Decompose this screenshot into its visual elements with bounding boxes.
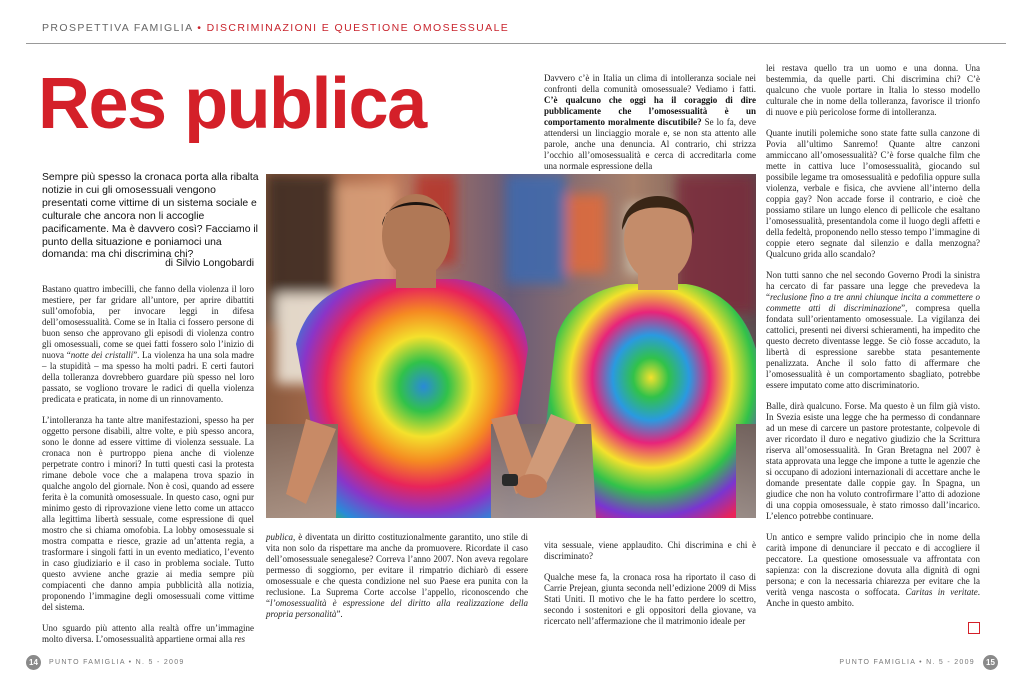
paragraph: Non tutti sanno che nel secondo Governo Prodi la sinistra ha cercato di far passare una legge che prevedeva la “reclusione fino a tre anni chiunque incita a commettere o commette atti di discriminazione”, compresa quella fondata sull’orientamento omosessuale. La vigilanza dei cattolici, presenti nei diversi schieramenti, ha impedito che questo decreto diventasse legge. Se ciò fosse accaduto, la libertà di espressione sarebbe stata pesantemente penalizzata. Anche il solo fatto di affermare che l’omosessualità è un comportamento sbagliato, potrebbe essere imputato come atto discriminatorio. xyxy=(766,270,981,390)
article-title: Res publica xyxy=(38,64,426,144)
paragraph: Bastano quattro imbecilli, che fanno della violenza il loro mestiere, per far gridare all’untore, per aprire dibattiti sull’omofobia, per invocare leggi in difesa dell’omosessualità. Come se in Italia ci fossero persone di buon senso che approvano gli episodi di violenza contro gli omosessuali, come se quei fatti fossero solo l’inizio di nuova “notte dei cristalli”. La violenza ha una sola madre – la stupidità – ma spesso ha molti padri. E certi fautori della tolleranza dovrebbero guardare più spesso nel loro passato, se vogliono trovare le radici di quella violenza predicata e praticata, in nome di un rinnovamento. xyxy=(42,284,255,404)
paragraph: Davvero c’è in Italia un clima di intolleranza sociale nei confronti della comunità omosessuale? Vediamo i fatti. C’è qualcuno che oggi ha il coraggio di dire pubblicamente che l’omosessualità è un comportamento moralmente discutibile? Se lo fa, deve attendersi un linciaggio morale e, se non sta attento alle parole, anche una denuncia. Al contrario, chi strizza l’occhio all’omosessualità e cerca di accreditarla come una normale espressione della xyxy=(544,73,756,171)
header-section: PROSPETTIVA FAMIGLIA xyxy=(42,22,193,34)
footer-right-text: PUNTO FAMIGLIA • N. 5 - 2009 xyxy=(839,659,975,666)
paragraph: lei restava quello tra un uomo e una donna. Una bestemmia, da quelle parti. Chi discrimina chi? C’è qualcuno che vuole portare in Italia lo stesso modello culturale che in nome della tolleranza, favorisce il trionfo di nuove e più pericolose forme di intolleranza. xyxy=(766,63,980,117)
paragraph: L’intolleranza ha tante altre manifestazioni, spesso ha per oggetto persone disabili, altre volte, e più spesso ancora, sono le donne ad essere vittime di violenza sessuale. La cronaca non è purtroppo piena anche di violenze perpetrate contro i minori? In tutti questi casi la protesta rimane debole voce che a malapena trova spazio in qualche angolo del giornale. Non è così, quando ad essere ferita è la comunità omosessuale. In questo caso, ogni pur minimo gesto di riprovazione viene letto come un attacco alla legittima libertà sessuale, come espressione di quel mostro che si chiama omofobia. La lobby omosessuale si mostra compatta e riesce, grazie ad un’attenta regia, a trasformare i singoli fatti in un evento mediatico, l’evento in caso giudiziario e il caso in problema sociale. Tutto questo avviene anche grazie ai media sempre più compiacenti che danno ampia pubblicità alla notizia, proponendo l’immagine degli omosessuali come vittime del sistema. xyxy=(42,415,254,612)
running-header xyxy=(42,22,509,34)
header-separator: • xyxy=(192,22,207,34)
text-column-1 xyxy=(42,284,254,655)
paragraph: Balle, dirà qualcuno. Forse. Ma questo è un film già visto. In Svezia esiste una legge che ha permesso di condannare ad un mese di carcere un pastore protestante, colpevole di aver ricordato il duro e negativo giudizio che la Scrittura riserva all’omosessualità. In Gran Bretagna nel 2007 è stata approvata una legge che impone a tutte le agenzie che si occupano di adozioni internazionali di accettare anche le domande presentate dalle coppie gay. In Spagna, un giudice che non ha voluto controfirmare l’atto di adozione di una coppia omosessuale, è stato rimosso dall’incarico. L’elenco potrebbe continuare. xyxy=(766,401,980,521)
text-column-3-continued xyxy=(544,540,756,637)
header-topic: DISCRIMINAZIONI E QUESTIONE OMOSESSUALE xyxy=(206,22,510,34)
paragraph: publica, è diventata un diritto costituzionalmente garantito, uno stile di vita non solo da rispettare ma anche da promuovere. Ricordate il caso dell’omosessuale senegalese? Correva l’anno 2007. Non aveva regolare permesso di soggiorno, per evitare il rimpatrio dichiarò di essere omosessuale e che questa condizione nel suo Paese era punita con la reclusione. La Suprema Corte accolse l’appello, riconoscendo che “l’omosessualità è espressione del diritto alla realizzazione della propria personalità”. xyxy=(266,532,528,619)
footer-left xyxy=(26,655,185,670)
text-column-2 xyxy=(266,532,528,630)
header-rule xyxy=(26,43,1006,44)
paragraph: Un antico e sempre valido principio che in nome della carità impone di denunciare il peccato e di accogliere il peccatore. La questione omosessuale va affrontata con sapienza: con la discrezione dovuta alla dignità di ogni persona; e con la necessaria chiarezza per evitare che la verità venga nascosta o soffocata. Caritas in veritate. Anche in questo ambito. xyxy=(766,532,980,608)
paragraph: Quante inutili polemiche sono state fatte sulla canzone di Povia all’ultimo Sanremo! Quante altre canzoni ammiccano all’omosessualità? C’è forse qualche film che mette in cattiva luce l’omosessualità, giocando sul possibile legame tra omosessualità e pedofilia oppure sulla violenza, verbale e fisica, che avviene all’interno della coppia gay? Non accade forse il contrario, e cioè che possiamo stilare un lungo elenco di pellicole che esaltano l’omosessualità, presentandola come il luogo degli affetti e della fedeltà, proponendo nello stesso tempo l’immagine di coppie etero segnate dal silenzio e dalla menzogna? Qualcuno grida allo scandalo? xyxy=(766,128,980,259)
page-number-left: 14 xyxy=(26,655,41,670)
text-column-4 xyxy=(766,63,980,619)
page-number-right: 15 xyxy=(983,655,998,670)
article-intro: Sempre più spesso la cronaca porta alla ribalta notizie in cui gli omosessuali vengono presentati come vittime di un sistema sociale e culturale che ancora non li accoglie pacificamente. Ma è davvero così? Facciamo il punto della situazione e poniamoci una domanda: ma chi discrimina chi? xyxy=(42,172,259,261)
text-column-3 xyxy=(544,73,756,182)
paragraph: Uno sguardo più attento alla realtà offre un’immagine molto diversa. L’omosessualità appartiene ormai alla res xyxy=(42,623,254,644)
footer-left-text: PUNTO FAMIGLIA • N. 5 - 2009 xyxy=(49,659,185,666)
paragraph: Qualche mese fa, la cronaca rosa ha riportato il caso di Carrie Prejean, giunta seconda nell’edizione 2009 di Miss Stati Uniti. Il motivo che le ha fatto perdere lo scettro, secondo i sostenitori e gli oppositori della giovane, va ricercato nell’affermazione che il matrimonio ideale per xyxy=(544,572,756,626)
article-photo xyxy=(266,174,756,518)
end-of-article-mark xyxy=(968,622,980,634)
article-byline: di Silvio Longobardi xyxy=(165,258,254,269)
footer-right xyxy=(839,655,998,670)
paragraph: vita sessuale, viene applaudito. Chi discrimina e chi è discriminato? xyxy=(544,540,756,561)
